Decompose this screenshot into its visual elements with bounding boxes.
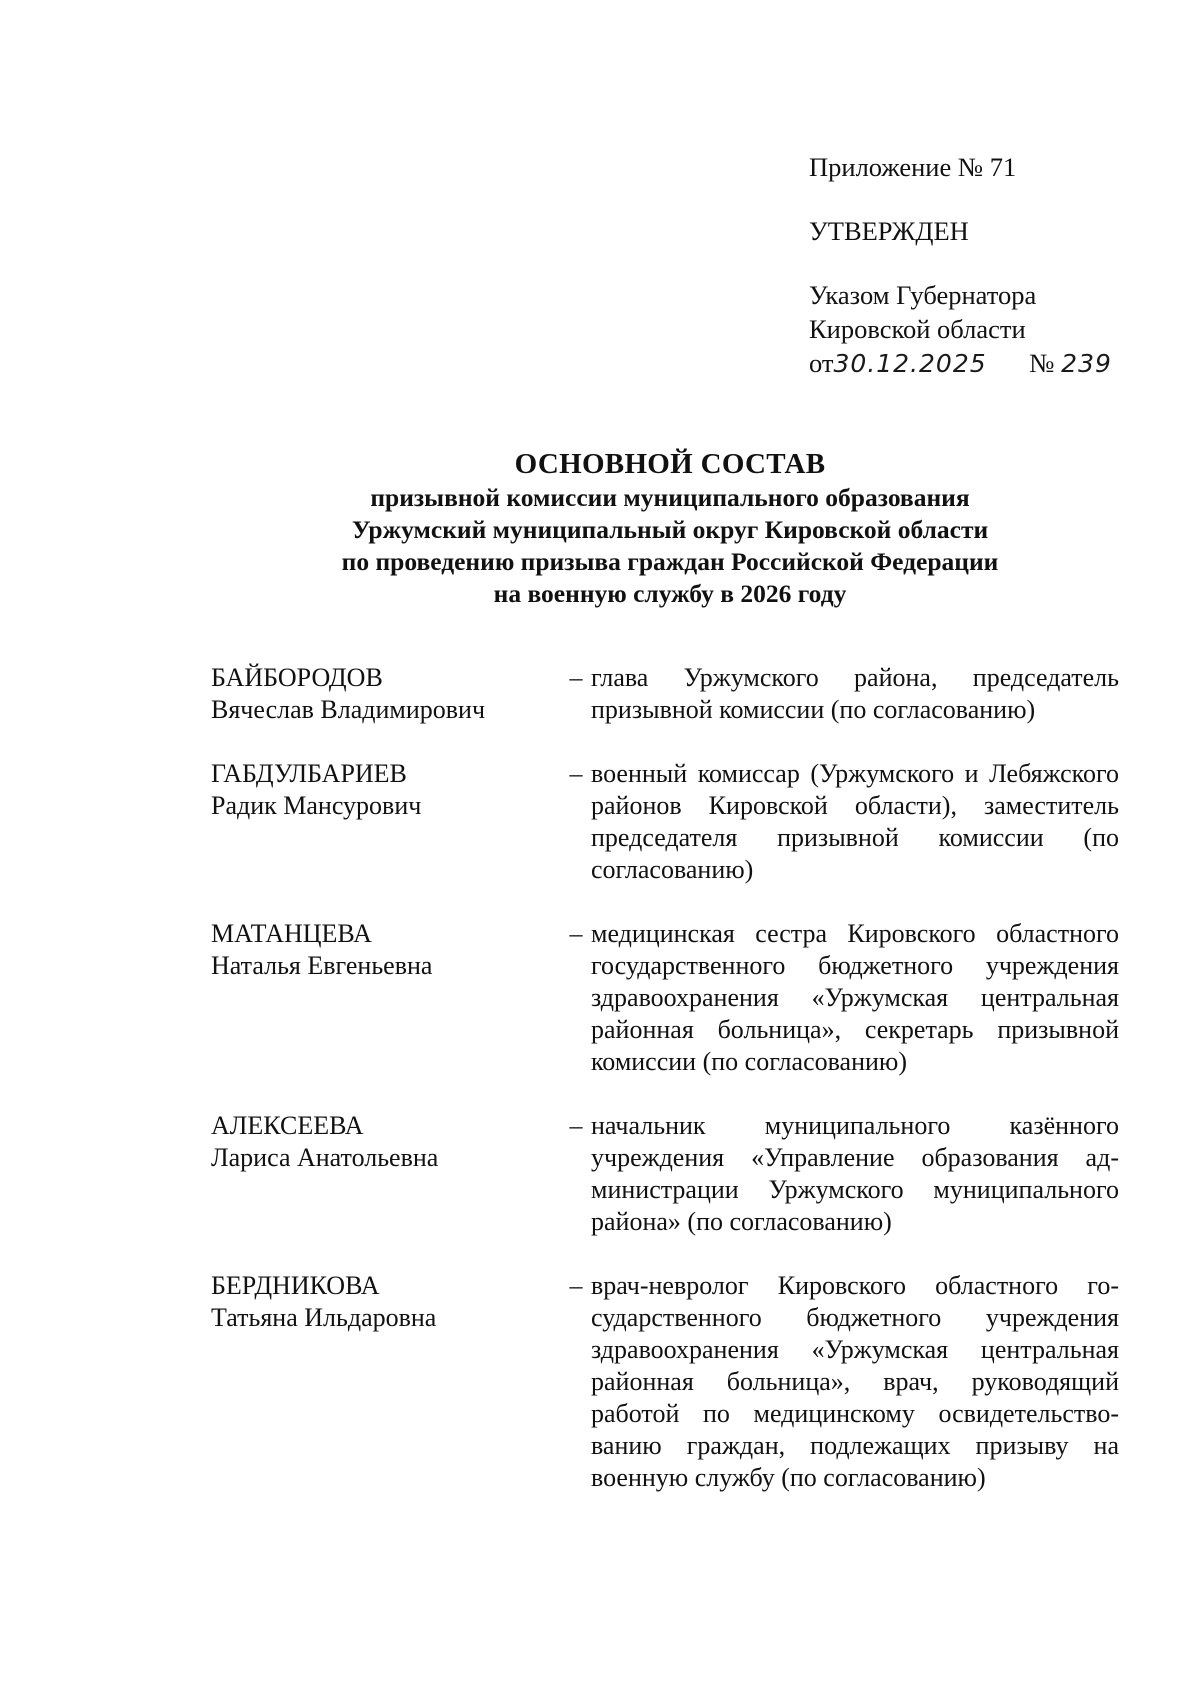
member-entry [211,1270,1131,1494]
approval-block [809,150,1169,381]
member-role: военный комиссар (Уржумского и Лебяжского районов Кировской области), заместитель председателя призывной комиссии (по согласованию) [591,759,1119,884]
decree-line-2: Кировской области [809,314,1026,344]
member-surname: МАТАНЦЕВА [211,919,372,948]
member-entry [211,918,1131,1110]
member-role: глава Уржумского района, председатель призывной комиссии (по согласованию) [591,663,1119,724]
title-line-4: на военную службу в 2026 году [493,579,847,608]
member-entry [211,662,1131,758]
member-dash: – [569,1111,583,1140]
title-main: ОСНОВНОЙ СОСТАВ [514,448,826,480]
member-name [211,758,561,918]
member-surname: ГАБДУЛБАРИЕВ [211,759,407,788]
member-given-names: Лариса Анатольевна [211,1143,439,1172]
handwritten-number: 239 [1061,349,1112,378]
decree-line-1: Указом Губернатора [809,280,1037,310]
member-dash: – [569,759,583,788]
appendix-number: Приложение № 71 [809,152,1017,182]
commission-roster [211,662,1131,1494]
member-name [211,918,561,1110]
member-name [211,1110,561,1270]
member-entry [211,1110,1131,1270]
approved-label: УТВЕРЖДЕН [809,216,969,246]
member-given-names: Вячеслав Владимирович [211,695,486,724]
member-name [211,662,561,758]
member-surname: АЛЕКСЕЕВА [211,1111,364,1140]
member-entry [211,758,1131,918]
member-surname: БЕРДНИКОВА [211,1271,380,1300]
member-given-names: Татьяна Ильдаровна [211,1303,437,1332]
member-role: начальник муниципального казённого учреждения «Управление образования администрации Уржумского муниципального района» (по согласованию) [591,1111,1119,1236]
member-role: медицинская сестра Кировского областного государственного бюджетного учреждения здравоохранения «Уржумская центральная районная больница», секретарь призывной комиссии (по согласованию) [591,919,1119,1076]
title-line-1: призывной комиссии муниципального образования [370,483,970,512]
member-surname: БАЙБОРОДОВ [211,663,383,692]
member-dash: – [569,1271,583,1300]
date-prefix: от [809,348,834,378]
member-role: врач-невролог Кировского областного государственного бюджетного учреждения здравоохранения «Уржумская центральная районная больница», врач, руководящий работой по медицинскому освидетельствованию граждан, подлежащих призыву на военную службу (по согласованию) [591,1271,1119,1492]
member-dash: – [569,663,583,692]
member-name [211,1270,561,1494]
member-given-names: Наталья Евгеньевна [211,951,433,980]
document-title [200,446,1140,610]
title-line-3: по проведению призыва граждан Российской Федерации [341,547,999,576]
decree-date-line [809,346,1169,381]
title-line-2: Уржумский муниципальный округ Кировской области [351,515,989,544]
member-dash: – [569,919,583,948]
handwritten-date: 30.12.2025 [833,349,987,378]
number-sign: № [1029,348,1055,378]
member-given-names: Радик Мансурович [211,791,422,820]
